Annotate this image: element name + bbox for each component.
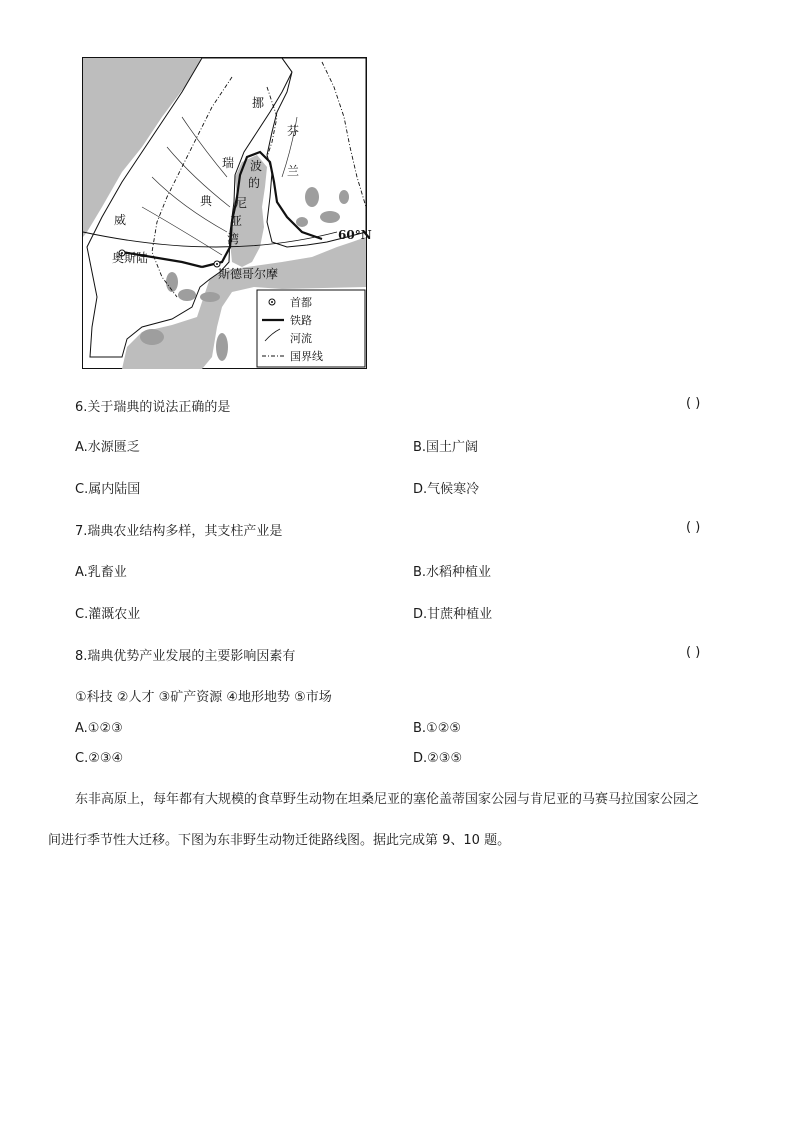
question-6-answer-paren: ( ) <box>686 396 701 411</box>
lake <box>339 190 349 204</box>
map-legend <box>257 290 365 367</box>
lake <box>305 187 319 207</box>
intro-line-2: 间进行季节性大迁移。下图为东非野生动物迁徙路线图。据此完成第 9、10 题。 <box>48 833 511 848</box>
map-label-bothnia-2: 的 <box>248 176 261 190</box>
map-label-60n: 60°N <box>338 228 372 242</box>
question-6-stem: 6.关于瑞典的说法正确的是 <box>75 400 231 415</box>
map-label-bothnia-5: 湾 <box>227 232 240 246</box>
legend-river: 河流 <box>290 332 312 345</box>
map-label-sweden-1: 瑞 <box>222 156 235 170</box>
question-7-answer-paren: ( ) <box>686 520 701 535</box>
question-6-option-b: B.国土广阔 <box>413 440 479 455</box>
legend-railway: 铁路 <box>290 314 312 327</box>
island <box>216 333 228 361</box>
lake <box>200 292 220 302</box>
question-7-option-b: B.水稻种植业 <box>413 565 492 580</box>
question-8-stem: 8.瑞典优势产业发展的主要影响因素有 <box>75 649 296 664</box>
map-label-finland-2: 兰 <box>287 164 300 178</box>
question-8-option-d: D.②③⑤ <box>413 751 463 766</box>
map-label-bothnia-1: 波 <box>250 159 263 173</box>
lake <box>166 272 178 292</box>
question-6-option-c: C.属内陆国 <box>75 482 141 497</box>
lake <box>320 211 340 223</box>
question-8-items: ①科技 ②人才 ③矿产资源 ④地形地势 ⑤市场 <box>75 690 332 705</box>
question-8-option-b: B.①②⑤ <box>413 721 462 736</box>
map-label-bothnia-4: 亚 <box>230 214 243 228</box>
question-6-option-d: D.气候寒冷 <box>413 482 480 497</box>
question-6-option-a: A.水源匮乏 <box>75 440 140 455</box>
legend-border: 国界线 <box>290 350 323 363</box>
map-label-norway-1: 挪 <box>252 96 265 110</box>
map-label-norway-2: 威 <box>114 213 127 227</box>
question-7-stem: 7.瑞典农业结构多样，其支柱产业是 <box>75 524 283 539</box>
intro-line-1: 东非高原上，每年都有大规模的食草野生动物在坦桑尼亚的塞伦盖蒂国家公园与肯尼亚的马赛马拉国家公园之 <box>75 792 700 807</box>
map-label-stockholm: 斯德哥尔摩 <box>218 267 279 281</box>
question-7-option-d: D.甘蔗种植业 <box>413 607 493 622</box>
question-8-answer-paren: ( ) <box>686 645 701 660</box>
question-7-option-a: A.乳畜业 <box>75 565 127 580</box>
map-label-sweden-2: 典 <box>200 194 213 208</box>
lake <box>140 329 164 345</box>
map-label-bothnia-3: 尼 <box>235 196 248 210</box>
question-8-option-c: C.②③④ <box>75 751 124 766</box>
question-8-option-a: A.①②③ <box>75 721 123 736</box>
lake <box>296 217 308 227</box>
scandinavia-map <box>82 57 372 369</box>
lake <box>178 289 196 301</box>
legend-capital: 首都 <box>290 296 312 309</box>
map-label-finland-1: 芬 <box>287 124 300 138</box>
question-7-option-c: C.灌溉农业 <box>75 607 141 622</box>
map-label-oslo: 奥斯陆 <box>112 251 149 265</box>
